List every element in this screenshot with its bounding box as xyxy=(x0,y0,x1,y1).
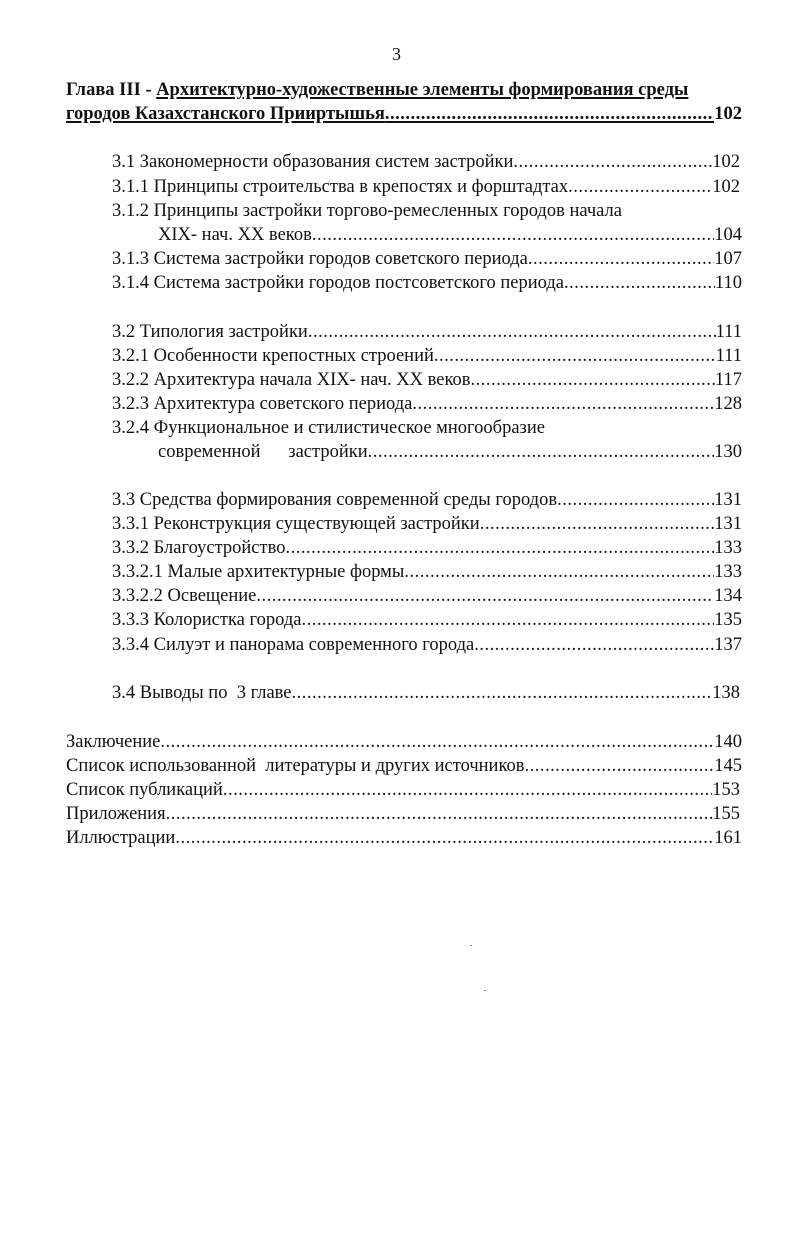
toc-entry-3-3-2-1 xyxy=(112,560,742,584)
toc-leader xyxy=(568,175,712,199)
toc-entry-3-3-2 xyxy=(112,536,742,560)
toc-page: 153 xyxy=(712,780,740,800)
chapter-prefix: Глава III - xyxy=(66,80,157,100)
toc-page: 135 xyxy=(714,610,742,630)
toc-entry-conclusion xyxy=(66,730,742,754)
toc-entry-publications xyxy=(66,778,740,802)
toc-page: 102 xyxy=(712,152,740,172)
toc-page: 137 xyxy=(714,635,742,655)
toc-leader xyxy=(312,223,714,247)
toc-label: 3.3.1 Реконструкция существующей застройки xyxy=(112,514,480,534)
toc-label: 3.1 Закономерности образования систем застройки xyxy=(112,152,514,172)
toc-page: 145 xyxy=(714,756,742,776)
toc-page: 131 xyxy=(714,514,742,534)
toc-label: городов Казахстанского Прииртышья xyxy=(66,104,385,124)
toc-leader xyxy=(175,826,714,850)
toc-page: 155 xyxy=(712,804,740,824)
toc-leader xyxy=(434,344,716,368)
toc-entry-3-2-4 xyxy=(158,440,742,464)
toc-page: 131 xyxy=(714,490,742,510)
toc-leader xyxy=(513,150,712,174)
toc-entry-3-1 xyxy=(112,150,740,174)
toc-label: 3.3.3 Колористка города xyxy=(112,610,302,630)
toc-entry-3-1-2-line1: 3.1.2 Принципы застройки торгово-ремесленных городов начала xyxy=(112,201,622,221)
toc-page: 107 xyxy=(714,249,742,269)
toc-entry-chapter-3 xyxy=(66,102,742,126)
toc-page: 133 xyxy=(714,538,742,558)
toc-label: 3.2 Типология застройки xyxy=(112,322,308,342)
toc-leader xyxy=(412,392,714,416)
toc-label: 3.3.2 Благоустройство xyxy=(112,538,286,558)
toc-entry-3-2-2 xyxy=(112,368,742,392)
toc-leader xyxy=(480,512,715,536)
toc-leader xyxy=(302,608,715,632)
toc-label: Список использованной литературы и других источников xyxy=(66,756,525,776)
toc-label: современной застройки xyxy=(158,442,368,462)
toc-leader xyxy=(368,440,715,464)
toc-page: 133 xyxy=(714,562,742,582)
toc-page: 102 xyxy=(714,104,742,124)
chapter-heading xyxy=(66,78,742,102)
toc-leader xyxy=(285,536,714,560)
toc-entry-3-1-1 xyxy=(112,175,740,199)
toc-label: 3.1.3 Система застройки городов советского периода xyxy=(112,249,528,269)
toc-label: 3.2.3 Архитектура советского периода xyxy=(112,394,413,414)
toc-label: 3.2.1 Особенности крепостных строений xyxy=(112,346,434,366)
toc-page: 138 xyxy=(712,683,740,703)
toc-label: Список публикаций xyxy=(66,780,223,800)
toc-leader xyxy=(292,681,713,705)
toc-label: 3.1.1 Принципы строительства в крепостях и форштадтах xyxy=(112,177,569,197)
toc-leader xyxy=(528,247,714,271)
toc-page: 104 xyxy=(714,225,742,245)
scan-speck xyxy=(470,945,472,946)
page-number: 3 xyxy=(392,44,401,64)
toc-entry-bibliography xyxy=(66,754,742,778)
toc-entry-3-2-4-line1: 3.2.4 Функциональное и стилистическое многообразие xyxy=(112,418,545,438)
toc-entry-3-3-2-2 xyxy=(112,584,742,608)
toc-leader xyxy=(308,320,716,344)
chapter-heading-line1 xyxy=(66,78,742,102)
toc-entry-3-2 xyxy=(112,320,742,344)
toc-entry-3-1-3 xyxy=(112,247,742,271)
toc-leader xyxy=(404,560,714,584)
toc-label: 3.2.2 Архитектура начала XIX- нач. XX веков xyxy=(112,370,471,390)
toc-leader xyxy=(474,633,714,657)
toc-entry-3-3-3 xyxy=(112,608,742,632)
toc-page: 102 xyxy=(712,177,740,197)
toc-entry-3-2-3 xyxy=(112,392,742,416)
toc-page: 128 xyxy=(714,394,742,414)
toc-label: Иллюстрации xyxy=(66,828,176,848)
toc-leader xyxy=(256,584,714,608)
toc-entry-3-3-1 xyxy=(112,512,742,536)
toc-entry-3-4 xyxy=(112,681,740,705)
toc-page: 117 xyxy=(714,370,742,390)
toc-leader xyxy=(385,102,714,126)
toc-entry-3-2-1 xyxy=(112,344,742,368)
toc-page: 161 xyxy=(714,828,742,848)
toc-label: Приложения xyxy=(66,804,166,824)
toc-entry-3-3 xyxy=(112,488,742,512)
toc-entry-3-1-4 xyxy=(112,271,742,295)
toc-leader xyxy=(223,778,712,802)
toc-label: 3.3.2.1 Малые архитектурные формы xyxy=(112,562,405,582)
toc-label: 3.1.4 Система застройки городов постсоветского периода xyxy=(112,273,564,293)
toc-leader xyxy=(166,802,713,826)
toc-entry-appendices xyxy=(66,802,740,826)
toc-label: 3.3.2.2 Освещение xyxy=(112,586,257,606)
toc-page: 130 xyxy=(714,442,742,462)
toc-page: 111 xyxy=(715,322,742,342)
toc-page: 110 xyxy=(714,273,742,293)
toc-label: 3.3 Средства формирования современной среды городов xyxy=(112,490,558,510)
toc-label: 3.4 Выводы по 3 главе xyxy=(112,683,292,703)
chapter-title-line1: Архитектурно-художественные элементы формирования среды xyxy=(156,80,689,100)
toc-leader xyxy=(471,368,715,392)
toc-leader xyxy=(524,754,714,778)
toc-label: 3.3.4 Силуэт и панорама современного города xyxy=(112,635,475,655)
toc-label: Заключение xyxy=(66,732,161,752)
toc-leader xyxy=(564,271,715,295)
toc-page: 111 xyxy=(715,346,742,366)
toc-label: XIX- нач. XX веков xyxy=(158,225,312,245)
toc-page: 140 xyxy=(714,732,742,752)
scan-speck xyxy=(484,990,486,991)
toc-entry-3-3-4 xyxy=(112,633,742,657)
toc-entry-3-1-2 xyxy=(158,223,742,247)
toc-page: 134 xyxy=(714,586,742,606)
toc-entry-illustrations xyxy=(66,826,742,850)
toc-leader xyxy=(557,488,714,512)
toc-leader xyxy=(160,730,714,754)
